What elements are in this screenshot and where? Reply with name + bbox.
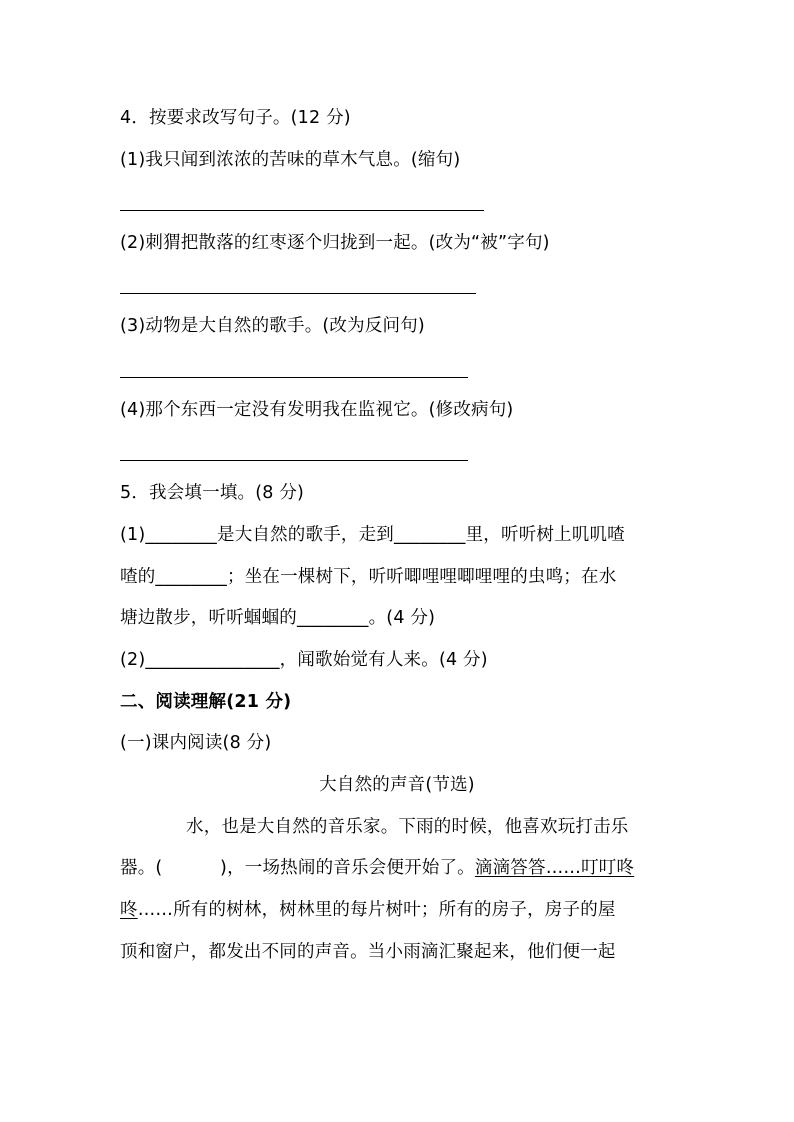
question-5-line-1: (1)________是大自然的歌手，走到________里，听听树上叽叽喳 bbox=[120, 525, 625, 545]
passage-line-2 bbox=[120, 856, 634, 880]
question-5-line-3: 塘边散步，听听蝈蝈的________。(4 分) bbox=[120, 608, 436, 628]
question-5-line-4: (2)_______________，闻歌始觉有人来。(4 分) bbox=[120, 650, 488, 670]
question-4-item-1: (1)我只闻到浓浓的苦味的草木气息。(缩句) bbox=[120, 150, 461, 170]
passage-title: 大自然的声音(节选) bbox=[319, 775, 475, 795]
underlined-phrase: 滴滴答答……叮叮咚 bbox=[474, 858, 635, 878]
question-4-item-4: (4)那个东西一定没有发明我在监视它。(修改病句) bbox=[120, 400, 514, 420]
answer-line-4[interactable] bbox=[120, 460, 468, 461]
passage-text: ……所有的树林，树林里的每片树叶；所有的房子，房子的屋 bbox=[137, 900, 616, 920]
answer-line-2[interactable] bbox=[120, 293, 476, 294]
question-5-title: 5．我会填一填。(8 分) bbox=[120, 483, 305, 503]
answer-line-1[interactable] bbox=[120, 210, 484, 211]
section-2-subheading: (一)课内阅读(8 分) bbox=[120, 733, 272, 753]
passage-line-1: 水，也是大自然的音乐家。下雨的时候，他喜欢玩打击乐 bbox=[186, 817, 629, 837]
passage-text: 器。( )，一场热闹的音乐会便开始了。 bbox=[120, 858, 475, 878]
question-5-line-2: 喳的________；坐在一棵树下，听听唧哩哩唧哩哩的虫鸣；在水 bbox=[120, 567, 617, 587]
answer-line-3[interactable] bbox=[120, 377, 468, 378]
question-4-item-3: (3)动物是大自然的歌手。(改为反问句) bbox=[120, 316, 425, 336]
section-2-heading: 二、阅读理解(21 分) bbox=[120, 692, 292, 712]
underlined-phrase-end: 咚 bbox=[120, 900, 138, 920]
passage-line-4: 顶和窗户，都发出不同的声音。当小雨滴汇聚起来，他们便一起 bbox=[120, 942, 616, 962]
passage-line-3 bbox=[120, 898, 616, 922]
question-4-item-2: (2)刺猬把散落的红枣逐个归拢到一起。(改为“被”字句) bbox=[120, 233, 550, 253]
question-4-title: 4．按要求改写句子。(12 分) bbox=[120, 108, 351, 128]
